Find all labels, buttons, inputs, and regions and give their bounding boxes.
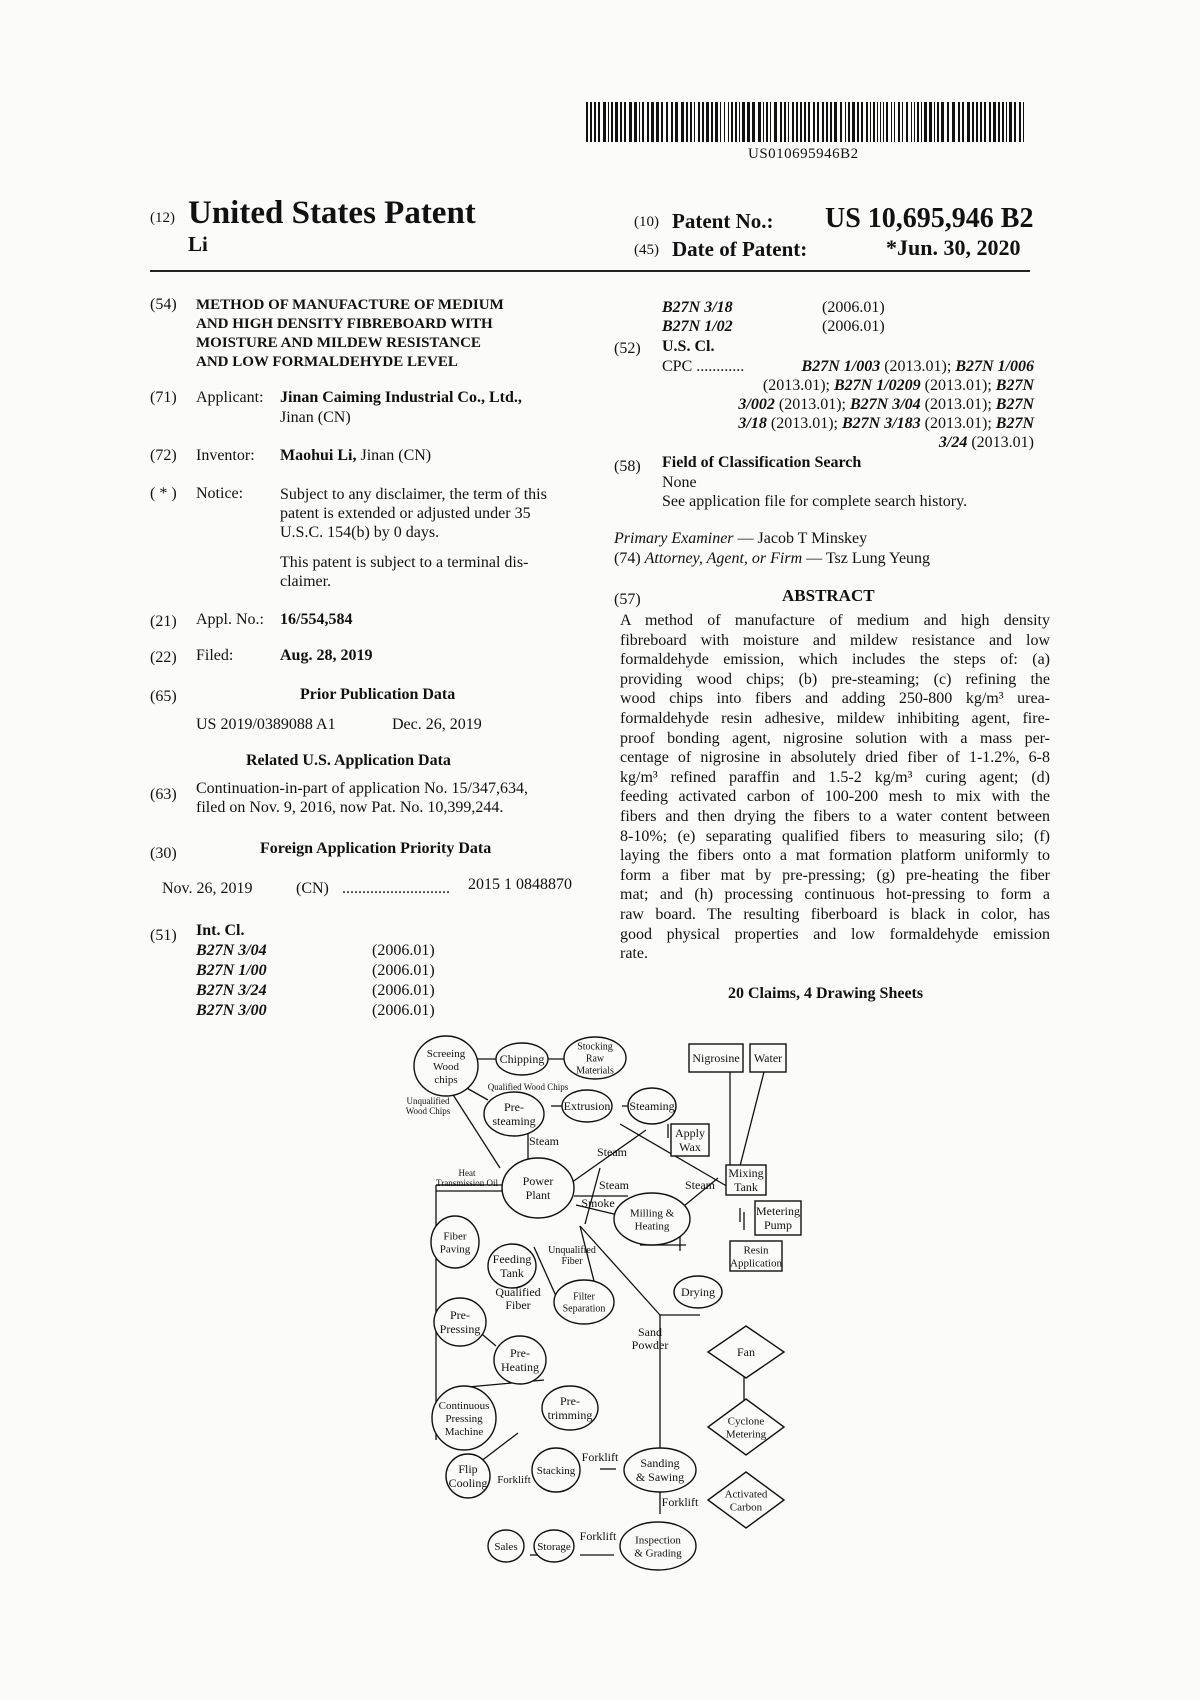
int-cl-list: B27N 3/04 (2006.01) B27N 1/00 (2006.01) B27N 3/24 (2006.01) B27N 3/00 (2006.01) xyxy=(196,942,435,1019)
notice-text: Subject to any disclaimer, the term of this patent is extended or adjusted under 35 U.S.C. 154(b) by 0 days. xyxy=(280,486,547,541)
node-chipping-label: Chipping xyxy=(499,1052,545,1067)
abstract-line: fibers and then drying the fibers to a water content between xyxy=(620,807,1050,825)
abstract-line: A method of manufacture of medium and high density xyxy=(620,612,1050,629)
edge-label-forklift2: Forklift xyxy=(497,1474,531,1486)
node-mixing-tank-label: Tank xyxy=(734,1180,758,1195)
edge-label-forklift1: Forklift xyxy=(581,1450,619,1464)
edge-label-sand-powder: Powder xyxy=(631,1338,669,1352)
abstract-line: feeding activated carbon of 100-200 mesh to mix with the xyxy=(620,788,1050,806)
applicant-label: Applicant: xyxy=(196,389,264,406)
node-presteaming-label: steaming xyxy=(492,1114,536,1129)
node-milling-label: Heating xyxy=(634,1220,670,1233)
attorney: (74) Attorney, Agent, or Firm — Tsz Lung Yeung xyxy=(614,550,931,567)
node-screening-label: Wood xyxy=(432,1060,460,1073)
field-code-30: (30) xyxy=(150,845,177,862)
node-presteaming-label: Pre- xyxy=(504,1100,524,1115)
node-milling-label: Milling & xyxy=(629,1207,675,1220)
field-code-54: (54) xyxy=(150,296,177,313)
node-activated-carbon-label: Carbon xyxy=(729,1501,763,1514)
node-fiber-paving-label: Fiber xyxy=(443,1230,467,1243)
node-apply-wax-label: Wax xyxy=(679,1140,701,1155)
cpc-classification: CPC ............ B27N 1/003 (2013.01); B27N 1/006 (2013.01); B27N 1/0209 (2013.01); B27N 3/002 (2013.01); B27N 3/04 (2013.01); B27N 3/18 (2013.01); B27N 3/183 (2013.01); B27N 3/24 (2013.01) xyxy=(662,358,1034,451)
node-pre-pressing-label: Pre- xyxy=(450,1308,470,1323)
abstract-line: rate. xyxy=(620,945,648,963)
node-pre-heating-label: Pre- xyxy=(510,1346,530,1361)
field-code-notice: ( * ) xyxy=(150,485,177,502)
edge-label-steam1: Steam xyxy=(529,1134,559,1148)
document-title: United States Patent xyxy=(188,195,476,231)
field-search-none: None xyxy=(662,474,697,491)
field-code-21: (21) xyxy=(150,613,177,630)
abstract-line: providing wood chips; (b) pre-steaming; (c) refining the xyxy=(620,670,1050,688)
claims-summary: 20 Claims, 4 Drawing Sheets xyxy=(728,985,924,1002)
node-sanding-label: Sanding xyxy=(640,1456,680,1471)
node-mixing-tank-label: Mixing xyxy=(728,1166,764,1181)
edge-label-qualified-chips: Qualified Wood Chips xyxy=(487,1082,569,1092)
terminal-disclaimer: This patent is subject to a terminal dis- claimer. xyxy=(280,554,529,590)
edge-label-heat-oil: Transmission Oil xyxy=(436,1178,498,1188)
inventor-label: Inventor: xyxy=(196,447,255,464)
node-activated-carbon-label: Activated xyxy=(724,1488,768,1501)
edge-label-heat-oil: Heat xyxy=(458,1168,476,1178)
node-drying-label: Drying xyxy=(681,1285,715,1300)
node-sanding-label: & Sawing xyxy=(635,1470,685,1485)
node-resin-application-label: Resin xyxy=(743,1244,769,1257)
node-nigrosine-label: Nigrosine xyxy=(692,1051,740,1066)
node-pre-heating-label: Heating xyxy=(501,1360,539,1375)
edge-label-steam4: Steam xyxy=(685,1178,715,1192)
node-inspection-label: & Grading xyxy=(634,1547,682,1560)
int-cl-label: Int. Cl. xyxy=(196,922,245,939)
field-code-65: (65) xyxy=(150,688,177,705)
edge-label-qualified-fiber: Fiber xyxy=(505,1298,531,1312)
int-cl-continued: B27N 3/18 (2006.01) B27N 1/02 (2006.01) xyxy=(662,299,885,335)
abstract-line: formaldehyde emission, which includes the steps of: (a) xyxy=(620,651,1050,669)
node-feeding-tank-label: Feeding xyxy=(492,1252,532,1267)
node-fiber-paving-label: Paving xyxy=(439,1243,471,1256)
node-cyclone-label: Metering xyxy=(725,1428,767,1441)
field-code-58: (58) xyxy=(614,458,641,475)
node-stocking-label: Raw xyxy=(585,1053,605,1065)
node-continuous-pressing-label: Machine xyxy=(444,1425,484,1438)
node-feeding-tank-label: Tank xyxy=(500,1266,524,1281)
applicant-name: Jinan Caiming Industrial Co., Ltd., xyxy=(280,389,522,406)
node-power-plant-label: Power xyxy=(522,1174,554,1189)
node-filter-separation-label: Filter xyxy=(573,1291,595,1303)
node-screening-label: chips xyxy=(434,1073,458,1086)
edge-label-unqualified-chips: Unqualified xyxy=(406,1096,450,1106)
abstract-line: fibreboard with moisture and mildew resistance and low xyxy=(620,631,1050,649)
node-fan-label: Fan xyxy=(737,1345,755,1360)
node-steaming-label: Steaming xyxy=(629,1099,675,1114)
node-storage-label: Storage xyxy=(537,1540,571,1553)
node-power-plant-label: Plant xyxy=(525,1188,551,1203)
node-stacking-label: Stacking xyxy=(536,1464,576,1477)
node-stocking-label: Stocking xyxy=(577,1041,613,1053)
date-code: (45) xyxy=(634,242,659,258)
inventor-value: Maohui Li, Jinan (CN) xyxy=(280,447,432,464)
edge-label-sand-powder: Sand xyxy=(638,1325,662,1339)
node-screening-label: Screeing xyxy=(426,1047,466,1060)
field-code-52: (52) xyxy=(614,340,641,357)
prior-publication-number: US 2019/0389088 A1 xyxy=(196,716,336,733)
node-stocking-label: Materials xyxy=(576,1065,614,1077)
inventor-surname: Li xyxy=(188,232,208,256)
abstract-heading: ABSTRACT xyxy=(782,586,875,605)
abstract-line: wood chips into fibers and adding 250-800 kg/m³ urea- xyxy=(620,690,1050,708)
node-pre-pressing-label: Pressing xyxy=(439,1322,481,1337)
edge-label-steam2: Steam xyxy=(597,1145,627,1159)
edge-label-steam3: Steam xyxy=(599,1178,629,1192)
appl-no-label: Appl. No.: xyxy=(196,611,264,628)
edge-label-smoke: Smoke xyxy=(581,1196,615,1210)
node-metering-pump-label: Metering xyxy=(756,1204,800,1219)
field-search-note: See application file for complete search history. xyxy=(662,493,968,510)
prior-publication-date: Dec. 26, 2019 xyxy=(392,716,482,733)
field-search-label: Field of Classification Search xyxy=(662,454,862,471)
prior-publication-heading: Prior Publication Data xyxy=(300,686,456,703)
abstract-line: 8-10%; (e) separating qualified fibers to measuring silo; (f) xyxy=(620,827,1050,845)
date-label: Date of Patent: xyxy=(672,237,808,261)
abstract-line: form a fiber mat by pre-pressing; (g) pre-heating the fiber xyxy=(620,866,1050,884)
node-filter-separation-label: Separation xyxy=(562,1303,606,1315)
primary-examiner: Primary Examiner — Jacob T Minskey xyxy=(614,530,868,547)
foreign-priority-leader: ........................... xyxy=(342,880,450,897)
node-apply-wax-label: Apply xyxy=(675,1126,705,1141)
node-extrusion-label: Extrusion xyxy=(563,1099,611,1114)
invention-title: METHOD OF MANUFACTURE OF MEDIUM AND HIGH DENSITY FIBREBOARD WITH MOISTURE AND MILDEW RESISTANCE AND LOW FORMALDEHYDE LEVEL xyxy=(196,297,504,370)
appl-no-value: 16/554,584 xyxy=(280,611,353,628)
filed-value: Aug. 28, 2019 xyxy=(280,647,373,664)
node-flip-cooling-label: Flip xyxy=(458,1462,478,1477)
applicant-location: Jinan (CN) xyxy=(280,409,351,426)
kind-code: (12) xyxy=(150,210,175,226)
notice-label: Notice: xyxy=(196,485,244,502)
us-cl-label: U.S. Cl. xyxy=(662,338,715,355)
edge-label-unqualified-fiber: Fiber xyxy=(561,1256,583,1267)
field-code-71: (71) xyxy=(150,389,177,406)
abstract-line: raw board. The resulting fiberboard is black in color, has xyxy=(620,905,1050,923)
node-inspection-label: Inspection xyxy=(635,1534,681,1547)
abstract-line: centage of nigrosine in absolutely dried fiber of 1-1.2%, 6-8 xyxy=(620,749,1050,767)
node-sales-label: Sales xyxy=(494,1540,518,1553)
edge-label-forklift4: Forklift xyxy=(579,1529,617,1543)
abstract-line: mat; and (h) processing continuous hot-pressing to form a xyxy=(620,886,1050,904)
node-flip-cooling-label: Cooling xyxy=(448,1476,488,1491)
abstract-line: good physical properties and low formaldehyde emission xyxy=(620,925,1050,943)
abstract-line: formaldehyde resin adhesive, mildew inhibiting agent, fire- xyxy=(620,709,1050,727)
node-continuous-pressing-label: Continuous xyxy=(438,1399,490,1412)
foreign-priority-heading: Foreign Application Priority Data xyxy=(260,840,492,857)
node-metering-pump-label: Pump xyxy=(763,1218,793,1233)
node-cyclone-label: Cyclone xyxy=(727,1415,765,1428)
patent-number: US 10,695,946 B2 xyxy=(825,203,1034,234)
abstract-line: kg/m³ refined paraffin and 1.5-2 kg/m³ curing agent; (d) xyxy=(620,768,1050,786)
field-code-57: (57) xyxy=(614,591,641,608)
related-application-heading: Related U.S. Application Data xyxy=(246,752,451,769)
edge-label-forklift3: Forklift xyxy=(661,1495,699,1509)
field-code-51: (51) xyxy=(150,927,177,944)
patent-date: *Jun. 30, 2020 xyxy=(886,235,1021,260)
patent-no-label: Patent No.: xyxy=(672,209,774,233)
foreign-priority-country: (CN) xyxy=(296,880,329,897)
node-pre-trimming-label: trimming xyxy=(547,1408,593,1423)
node-pre-trimming-label: Pre- xyxy=(560,1394,580,1409)
continuation-text: Continuation-in-part of application No. 15/347,634, filed on Nov. 9, 2016, now Pat. No. 10,399,244. xyxy=(196,780,528,816)
foreign-priority-date: Nov. 26, 2019 xyxy=(162,880,253,897)
node-water-label: Water xyxy=(753,1051,783,1066)
field-code-72: (72) xyxy=(150,447,177,464)
node-continuous-pressing-label: Pressing xyxy=(445,1412,483,1425)
edge-label-qualified-fiber: Qualified xyxy=(495,1285,541,1299)
patent-no-code: (10) xyxy=(634,214,659,230)
field-code-63: (63) xyxy=(150,786,177,803)
edge-label-unqualified-fiber: Unqualified xyxy=(548,1245,596,1256)
barcode-number: US010695946B2 xyxy=(748,146,859,162)
node-resin-application-label: Application xyxy=(730,1257,782,1270)
foreign-priority-number: 2015 1 0848870 xyxy=(468,876,572,893)
field-code-22: (22) xyxy=(150,649,177,666)
filed-label: Filed: xyxy=(196,647,234,664)
abstract-line: proof bonding agent, nigrosine solution with a mass per- xyxy=(620,729,1050,747)
abstract-line: laying the fibers onto a mat formation platform uniformly to xyxy=(620,847,1050,865)
edge-label-unqualified-chips: Wood Chips xyxy=(405,1106,451,1116)
